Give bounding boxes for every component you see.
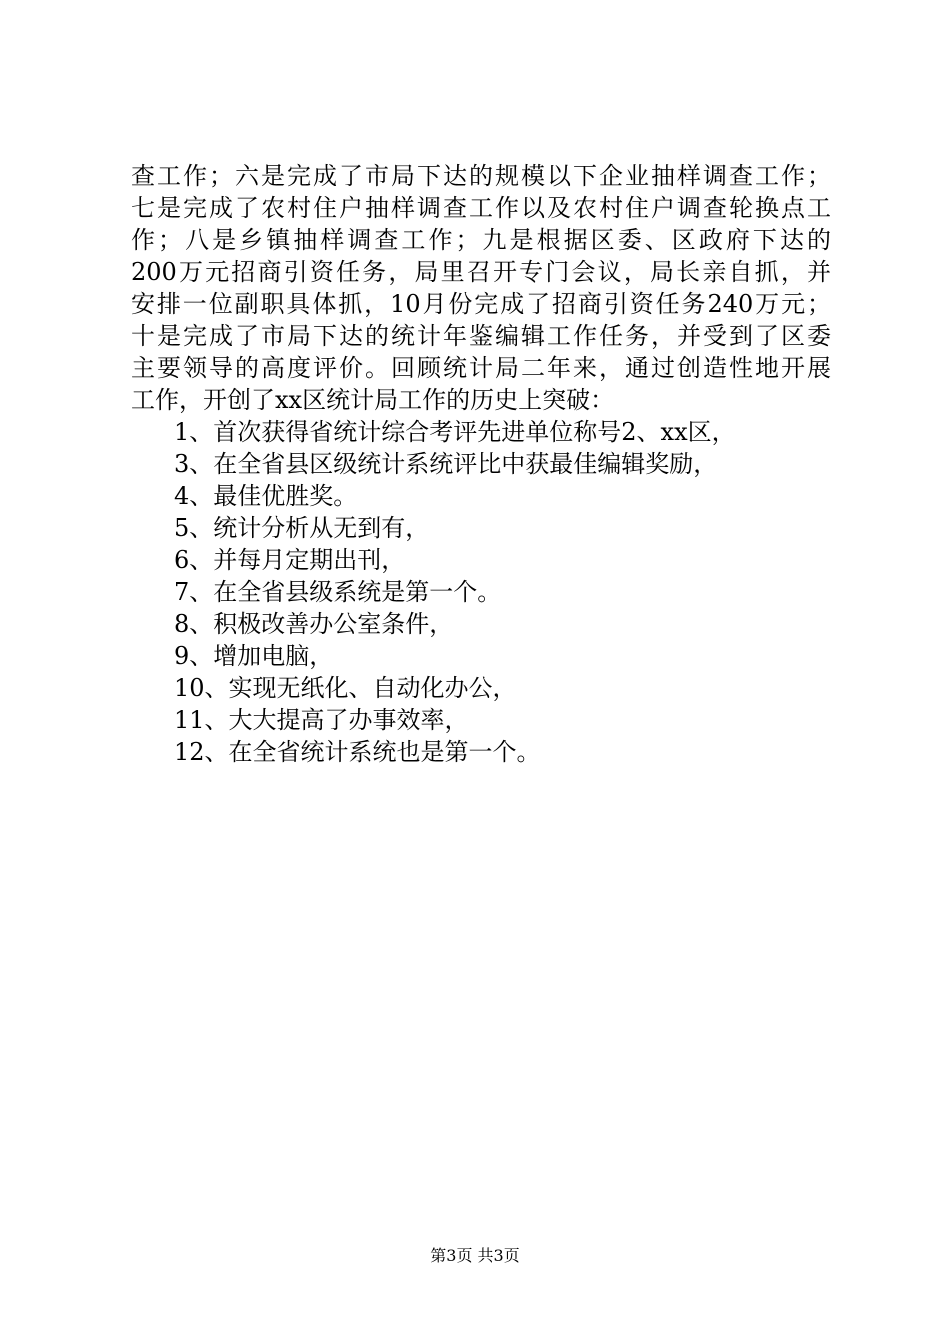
list-item: 1、首次获得省统计综合考评先进单位称号2、xx区， (174, 418, 736, 446)
list-item: 10、实现无纸化、自动化办公， (174, 674, 517, 702)
paragraph-line: 作；八是乡镇抽样调查工作；九是根据区委、区政府下达的 (131, 226, 831, 254)
paragraph-line: 200万元招商引资任务，局里召开专门会议，局长亲自抓，并 (131, 258, 831, 286)
list-item: 4、最佳优胜奖。 (174, 482, 358, 510)
paragraph-line: 查工作；六是完成了市局下达的规模以下企业抽样调查工作； (131, 162, 831, 190)
list-item: 8、积极改善办公室条件， (174, 610, 454, 638)
document-body (131, 160, 831, 768)
list-item: 9、增加电脑， (174, 642, 334, 670)
list-item: 6、并每月定期出刊， (174, 546, 406, 574)
list-item: 11、大大提高了办事效率， (174, 706, 469, 734)
paragraph-line: 工作，开创了xx区统计局工作的历史上突破： (131, 386, 615, 414)
list-item: 3、在全省县区级统计系统评比中获最佳编辑奖励， (174, 450, 718, 478)
paragraph-line: 十是完成了市局下达的统计年鉴编辑工作任务，并受到了区委 (131, 322, 831, 350)
list-item: 7、在全省县级系统是第一个。 (174, 578, 502, 606)
paragraph-line: 安排一位副职具体抓，10月份完成了招商引资任务240万元； (131, 290, 831, 318)
list-item: 12、在全省统计系统也是第一个。 (174, 738, 541, 766)
paragraph-line: 主要领导的高度评价。回顾统计局二年来，通过创造性地开展 (131, 354, 831, 382)
list-item: 5、统计分析从无到有， (174, 514, 430, 542)
paragraph-line: 七是完成了农村住户抽样调查工作以及农村住户调查轮换点工 (131, 194, 831, 222)
page-number-footer: 第3页 共3页 (430, 1246, 520, 1265)
